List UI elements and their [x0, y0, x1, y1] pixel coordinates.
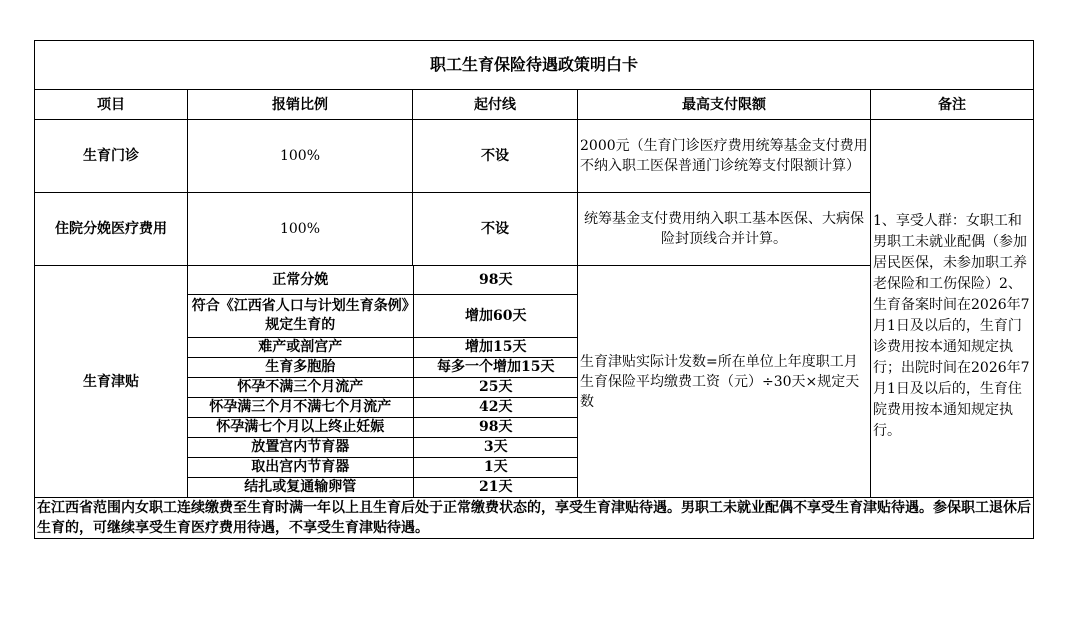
- allowance-subrow: [188, 458, 578, 478]
- header-remark: 备注: [871, 90, 1034, 120]
- allowance-days: 98天: [413, 266, 578, 295]
- allowance-days: 1天: [413, 458, 578, 478]
- allowance-days: 98天: [413, 418, 578, 438]
- allowance-type: 生育多胞胎: [188, 358, 413, 378]
- header-ratio: 报销比例: [188, 90, 413, 120]
- header-deductible: 起付线: [413, 90, 578, 120]
- allowance-subrow: [188, 338, 578, 358]
- allowance-type: 怀孕不满三个月流产: [188, 378, 413, 398]
- allowance-subrow: [188, 398, 578, 418]
- allowance-days: 增加15天: [413, 338, 578, 358]
- row-allowance-formula: 生育津贴实际计发数=所在单位上年度职工月生育保险平均缴费工资（元）÷30天×规定天数: [578, 266, 871, 498]
- allowance-subrow: [188, 438, 578, 458]
- row-clinic-deductible: 不设: [413, 120, 578, 193]
- allowance-subrow: [188, 358, 578, 378]
- allowance-days: 每多一个增加15天: [413, 358, 578, 378]
- header-limit: 最高支付限额: [578, 90, 871, 120]
- allowance-subrow: [188, 295, 578, 338]
- allowance-type: 放置宫内节育器: [188, 438, 413, 458]
- row-inpatient-limit: 统筹基金支付费用纳入职工基本医保、大病保险封顶线合并计算。: [578, 193, 871, 266]
- allowance-type: 怀孕满三个月不满七个月流产: [188, 398, 413, 418]
- allowance-days: 25天: [413, 378, 578, 398]
- allowance-type: 正常分娩: [188, 266, 413, 295]
- remark-cell: [871, 120, 1034, 498]
- allowance-days: 42天: [413, 398, 578, 418]
- allowance-type: 符合《江西省人口与计划生育条例》规定生育的: [188, 295, 413, 338]
- allowance-days: 3天: [413, 438, 578, 458]
- allowance-subrow: [188, 378, 578, 398]
- footer-note: 在江西省范围内女职工连续缴费至生育时满一年以上且生育后处于正常缴费状态的，享受生育津贴待遇。男职工未就业配偶不享受生育津贴待遇。参保职工退休后生育的，可继续享受生育医疗费用待遇，不享受生育津贴待遇。: [35, 498, 1034, 539]
- allowance-type: 取出宫内节育器: [188, 458, 413, 478]
- allowance-subtable-body: [188, 266, 578, 497]
- header-item: 项目: [35, 90, 188, 120]
- row-inpatient-deductible: 不设: [413, 193, 578, 266]
- allowance-subtable: [188, 266, 578, 497]
- allowance-days: 增加60天: [413, 295, 578, 338]
- row-clinic-limit: 2000元（生育门诊医疗费用统筹基金支付费用不纳入职工医保普通门诊统筹支付限额计算）: [578, 120, 871, 193]
- row-clinic-ratio: 100%: [188, 120, 413, 193]
- remark-text: 1、享受人群：女职工和男职工未就业配偶（参加居民医保，未参加职工养老保险和工伤保险）2、生育备案时间在2026年7月1日及以后的，生育门诊费用按本通知规定执行；出院时间在2026年7月1日及以后的，生育住院费用按本通知规定执行。: [873, 213, 1030, 439]
- row-inpatient-ratio: 100%: [188, 193, 413, 266]
- row-clinic-item: 生育门诊: [35, 120, 188, 193]
- row-inpatient-item: 住院分娩医疗费用: [35, 193, 188, 266]
- allowance-days: 21天: [413, 478, 578, 498]
- allowance-subrow: [188, 418, 578, 438]
- allowance-type: 难产或剖宫产: [188, 338, 413, 358]
- allowance-type: 结扎或复通输卵管: [188, 478, 413, 498]
- allowance-subrow: [188, 478, 578, 498]
- allowance-subtable-cell: [188, 266, 578, 498]
- card-title: 职工生育保险待遇政策明白卡: [35, 41, 1034, 90]
- row-allowance-item: 生育津贴: [35, 266, 188, 498]
- allowance-subrow: [188, 266, 578, 295]
- allowance-type: 怀孕满七个月以上终止妊娠: [188, 418, 413, 438]
- policy-card-table: [34, 40, 1034, 539]
